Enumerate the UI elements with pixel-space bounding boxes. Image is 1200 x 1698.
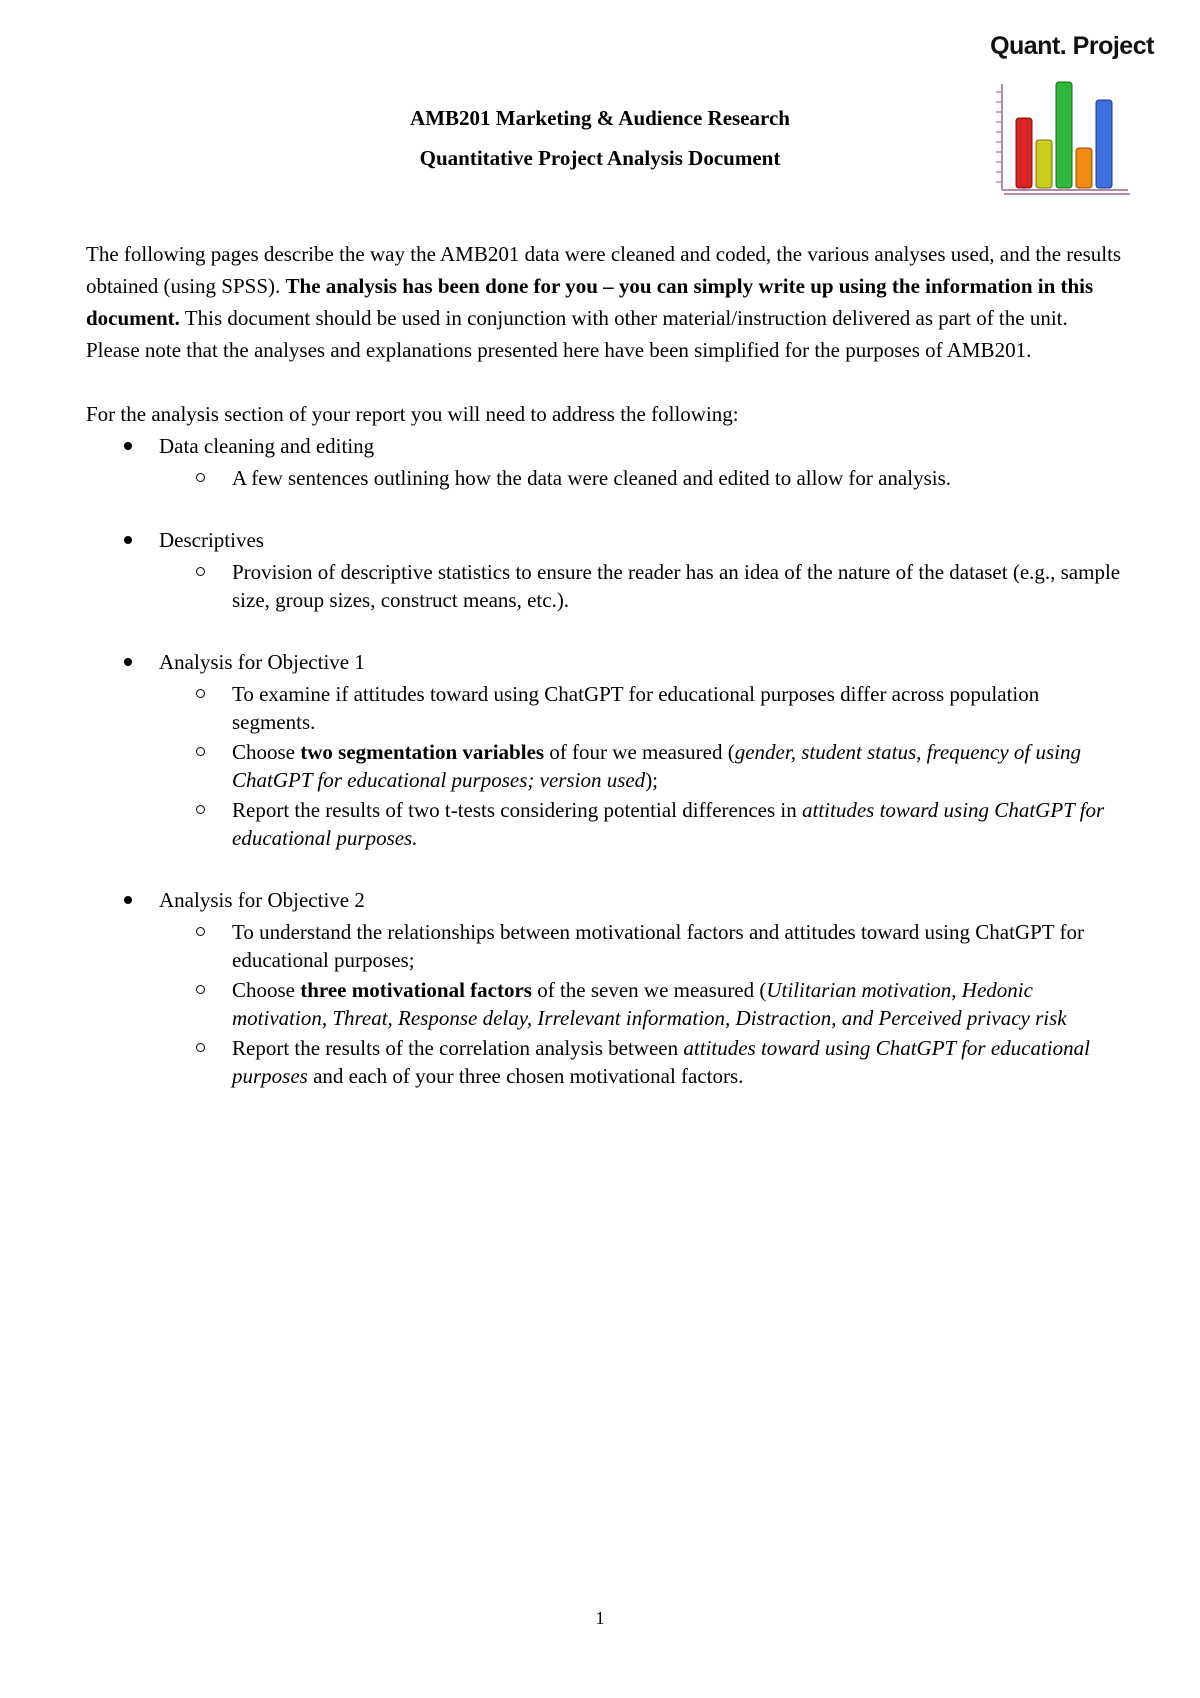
sub-list-item xyxy=(159,796,1126,852)
sub-item-text: To examine if attitudes toward using ChatGPT for educational purposes differ across population segments. xyxy=(232,682,1040,734)
sub-list xyxy=(159,680,1126,852)
circle-bullet-icon xyxy=(196,473,205,482)
document-subtitle: Quantitative Project Analysis Document xyxy=(419,146,781,170)
sub-item-text: and each of your three chosen motivational factors. xyxy=(307,1064,744,1088)
sub-list xyxy=(159,464,1126,492)
document-title: AMB201 Marketing & Audience Research xyxy=(410,106,790,130)
bullet-icon xyxy=(124,536,132,544)
circle-bullet-icon xyxy=(196,567,205,576)
document-body xyxy=(86,238,1126,1090)
bullet-icon xyxy=(124,442,132,450)
sub-item-text: of the seven we measured ( xyxy=(531,978,767,1002)
list-item-label: Descriptives xyxy=(159,528,264,552)
list-item-descriptives xyxy=(86,524,1126,614)
sub-list-item xyxy=(159,1034,1126,1090)
circle-bullet-icon xyxy=(196,689,205,698)
list-item-objective-1 xyxy=(86,646,1126,852)
sub-item-text: Provision of descriptive statistics to ensure the reader has an idea of the nature of the dataset (e.g., sample size, group sizes, construct means, etc.). xyxy=(232,560,1121,612)
sub-list-item xyxy=(159,918,1126,974)
sub-item-text: Choose xyxy=(232,740,301,764)
list-item-label: Data cleaning and editing xyxy=(159,434,375,458)
circle-bullet-icon xyxy=(196,985,205,994)
sub-item-italic: attitudes toward using ChatGPT for educational purposes xyxy=(232,1036,1090,1088)
sub-item-bold: two segmentation variables xyxy=(300,740,545,764)
list-item-objective-2 xyxy=(86,884,1126,1090)
intro-text-rest: This document should be used in conjunction with other material/instruction delivered as part of the unit. Please note that the analyses and explanations presented here have been simplified for the purposes of AMB201. xyxy=(86,306,1068,362)
sub-item-text: To understand the relationships between motivational factors and attitudes toward using ChatGPT for educational purposes; xyxy=(232,920,1084,972)
page-number: 1 xyxy=(595,1608,605,1628)
sub-list-item xyxy=(159,680,1126,736)
intro-paragraph xyxy=(86,238,1126,366)
logo-text: Quant. Project xyxy=(990,32,1154,60)
circle-bullet-icon xyxy=(196,927,205,936)
sub-list-item xyxy=(159,464,1126,492)
sub-list xyxy=(159,918,1126,1090)
document-header xyxy=(0,98,1200,178)
intro-text: The following pages describe the way the AMB201 data were cleaned and coded, the various analyses used, and the results obtained (using SPSS). xyxy=(86,242,1122,298)
sub-item-italic: Utilitarian motivation, Hedonic motivation, Threat, Response delay, Irrelevant information, Distraction, and Perceived privacy risk xyxy=(232,978,1067,1030)
sub-item-text: Report the results of two t-tests considering potential differences in xyxy=(232,798,802,822)
sub-item-text: Choose xyxy=(232,978,301,1002)
sub-list-item xyxy=(159,738,1126,794)
requirements-list xyxy=(86,430,1126,1090)
sub-list-item xyxy=(159,976,1126,1032)
bullet-icon xyxy=(124,658,132,666)
sub-item-bold: three motivational factors xyxy=(300,978,532,1002)
instructions-text: For the analysis section of your report you will need to address the following: xyxy=(86,402,739,426)
sub-item-italic: attitudes toward using ChatGPT for educational purposes. xyxy=(232,798,1105,850)
sub-item-text: ); xyxy=(645,768,659,792)
sub-item-text: Report the results of the correlation analysis between xyxy=(232,1036,684,1060)
sub-list-item xyxy=(159,558,1126,614)
sub-list xyxy=(159,558,1126,614)
circle-bullet-icon xyxy=(196,1043,205,1052)
list-item-label: Analysis for Objective 1 xyxy=(159,650,365,674)
bullet-icon xyxy=(124,896,132,904)
list-item-label: Analysis for Objective 2 xyxy=(159,888,365,912)
circle-bullet-icon xyxy=(196,747,205,756)
sub-item-text: A few sentences outlining how the data were cleaned and edited to allow for analysis. xyxy=(232,466,952,490)
circle-bullet-icon xyxy=(196,805,205,814)
sub-item-italic: gender, student status, frequency of using ChatGPT for educational purposes; version used xyxy=(232,740,1081,792)
list-item-cleaning xyxy=(86,430,1126,492)
sub-item-text: of four we measured ( xyxy=(544,740,735,764)
intro-bold-text: The analysis has been done for you – you can simply write up using the information in this document. xyxy=(86,274,1094,330)
